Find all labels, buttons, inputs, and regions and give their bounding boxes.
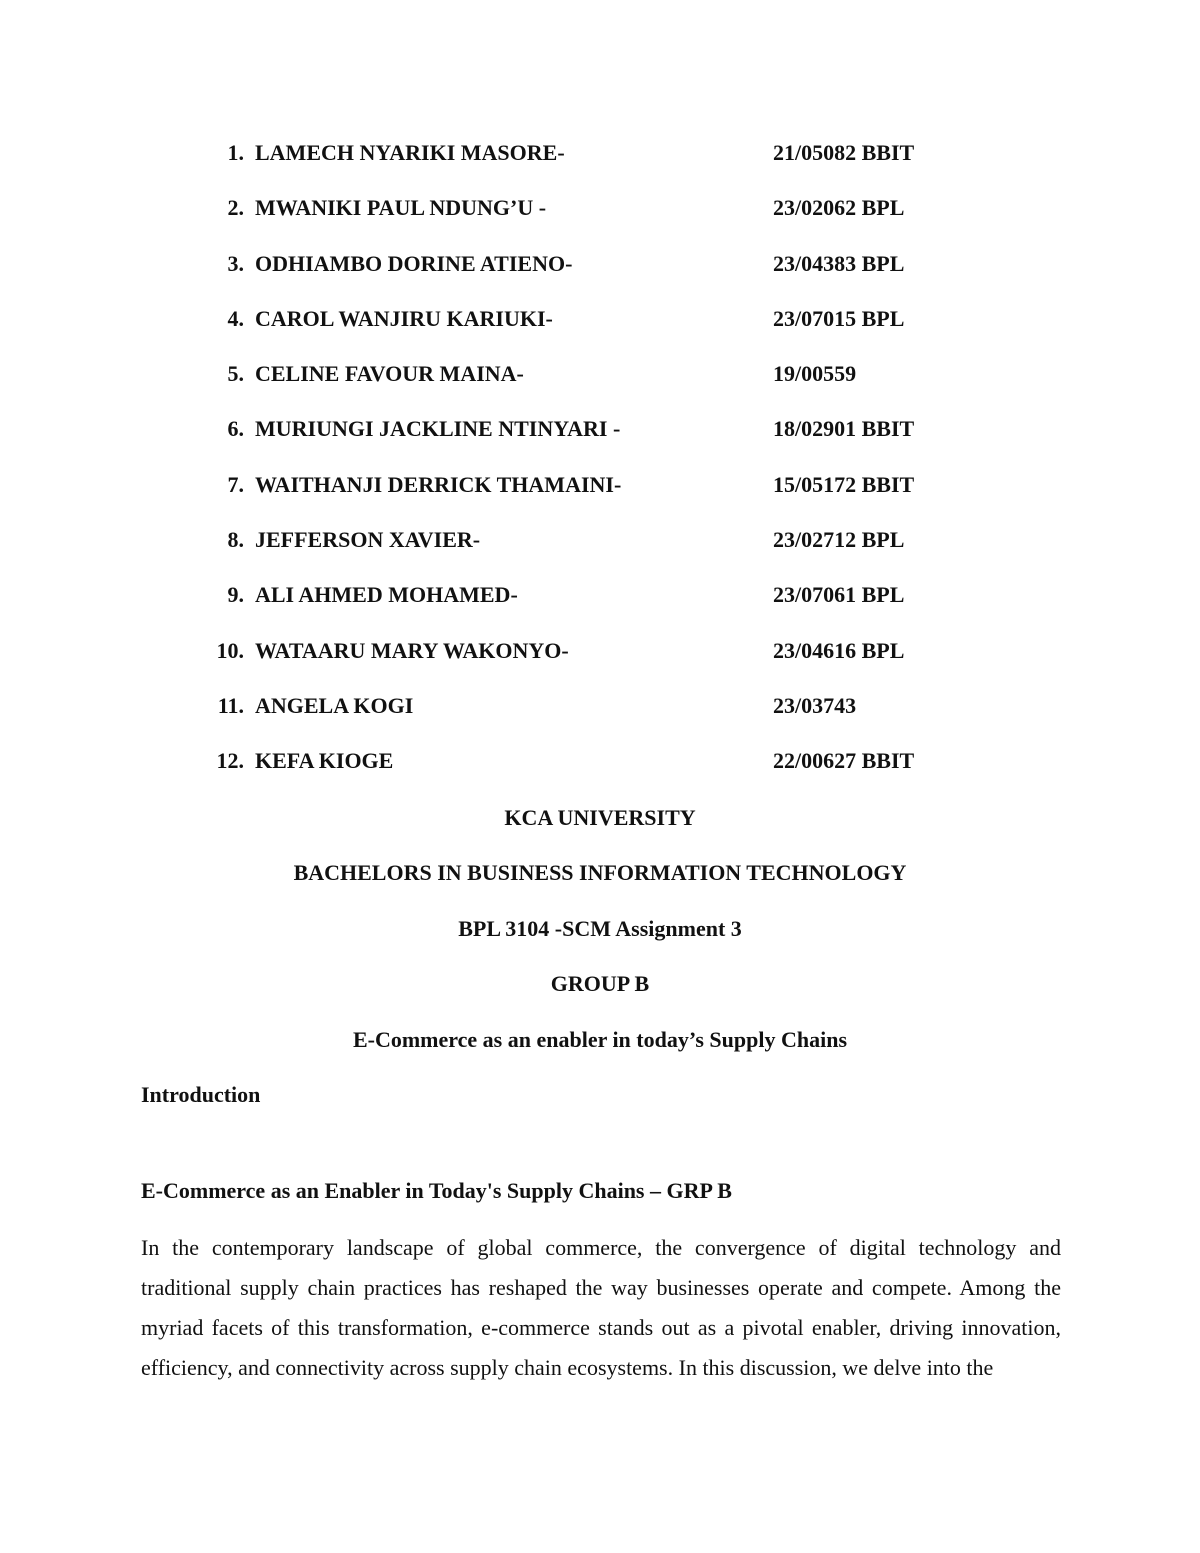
member-registration: 19/00559 xyxy=(773,361,857,387)
group-members-list xyxy=(0,130,1200,794)
member-number: 7. xyxy=(227,471,244,497)
member-row xyxy=(0,738,1200,793)
member-number: 12. xyxy=(216,748,244,774)
member-registration: 18/02901 BBIT xyxy=(773,416,915,442)
member-registration: 23/03743 xyxy=(773,692,857,718)
body-paragraph: In the contemporary landscape of global commerce, the convergence of digital technology and traditional supply chain practices has reshaped the way businesses operate and compete. Among the myriad facets of this transformation, e-commerce stands out as a pivotal enabler, driving innovation, efficiency, and connectivity across supply chain ecosystems. In this discussion, we delve into the xyxy=(141,1235,1061,1380)
member-name: KEFA KIOGE xyxy=(255,748,394,774)
member-row xyxy=(0,296,1200,351)
topic-title: E-Commerce as an enabler in today’s Supply Chains xyxy=(352,1027,848,1052)
member-row xyxy=(0,628,1200,683)
member-registration: 23/04383 BPL xyxy=(773,250,905,276)
member-name: WATAARU MARY WAKONYO- xyxy=(255,637,569,663)
member-row xyxy=(0,517,1200,572)
member-registration: 23/04616 BPL xyxy=(773,637,905,663)
member-name: ALI AHMED MOHAMED- xyxy=(255,582,518,608)
member-number: 4. xyxy=(227,305,244,331)
member-registration: 23/02712 BPL xyxy=(773,527,905,553)
member-registration: 22/00627 BBIT xyxy=(773,748,915,774)
member-name: CAROL WANJIRU KARIUKI- xyxy=(255,305,553,331)
member-number: 8. xyxy=(227,527,244,553)
member-registration: 23/07061 BPL xyxy=(773,582,905,608)
member-row xyxy=(0,241,1200,296)
member-row xyxy=(0,185,1200,240)
university-name: KCA UNIVERSITY xyxy=(504,805,696,830)
introduction-heading: Introduction xyxy=(141,1082,261,1107)
member-name: ODHIAMBO DORINE ATIENO- xyxy=(255,250,573,276)
member-number: 1. xyxy=(227,140,244,165)
member-number: 5. xyxy=(227,361,244,387)
member-row xyxy=(0,406,1200,461)
member-row xyxy=(0,351,1200,406)
member-name: ANGELA KOGI xyxy=(255,692,414,718)
member-number: 3. xyxy=(227,250,244,276)
member-name: MWANIKI PAUL NDUNG’U - xyxy=(255,195,547,221)
member-registration: 23/02062 BPL xyxy=(773,195,905,221)
member-row xyxy=(0,572,1200,627)
member-name: CELINE FAVOUR MAINA- xyxy=(255,361,524,387)
member-number: 11. xyxy=(217,692,244,718)
course-title: BPL 3104 -SCM Assignment 3 xyxy=(458,916,742,941)
member-row xyxy=(0,683,1200,738)
member-number: 6. xyxy=(227,416,244,442)
member-name: MURIUNGI JACKLINE NTINYARI - xyxy=(255,416,621,442)
member-number: 10. xyxy=(216,637,244,663)
group-label: GROUP B xyxy=(550,971,650,996)
member-registration: 23/07015 BPL xyxy=(773,305,905,331)
member-registration: 15/05172 BBIT xyxy=(773,471,915,497)
member-name: LAMECH NYARIKI MASORE- xyxy=(255,140,565,165)
member-name: WAITHANJI DERRICK THAMAINI- xyxy=(255,471,622,497)
member-row xyxy=(0,130,1200,185)
program-name: BACHELORS IN BUSINESS INFORMATION TECHNOLOGY xyxy=(293,860,907,885)
member-number: 2. xyxy=(227,195,244,221)
member-number: 9. xyxy=(227,582,244,608)
member-name: JEFFERSON XAVIER- xyxy=(255,527,481,553)
section-heading: E-Commerce as an Enabler in Today's Supply Chains – GRP B xyxy=(141,1178,732,1203)
member-row xyxy=(0,462,1200,517)
member-registration: 21/05082 BBIT xyxy=(773,140,915,165)
